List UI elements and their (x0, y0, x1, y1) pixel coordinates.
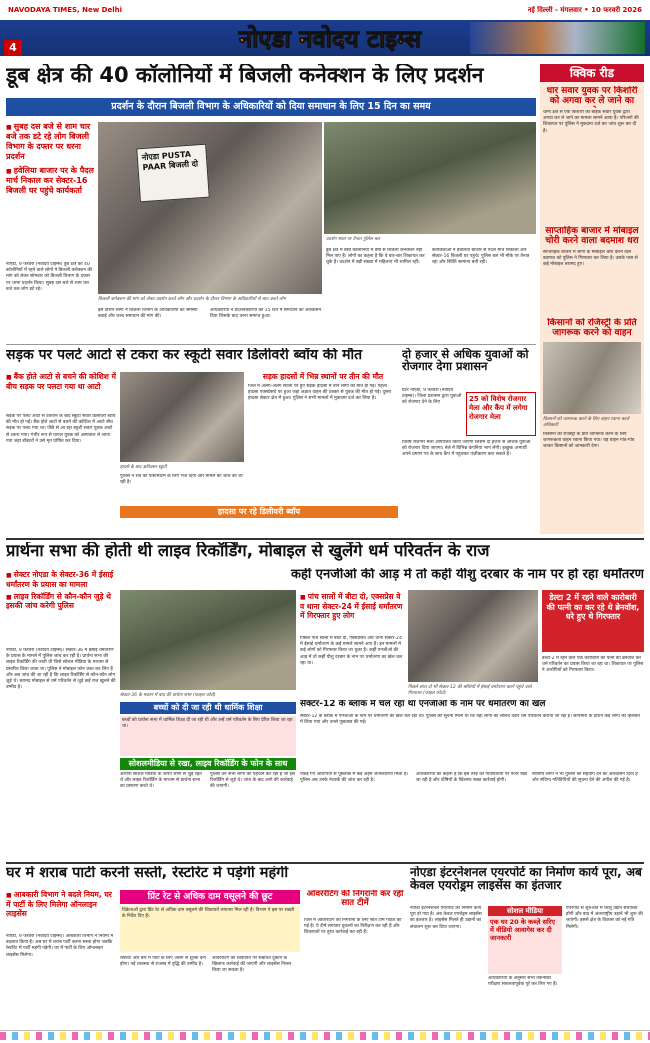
quickread-body: साप्ताहिक बाजार में लोगों के मोबाइल चोरी करने वाले बदमाश को पुलिस ने गिरफ्तार कर लिया है। उसके पास से कई मोबाइल बरामद हुए। (543, 250, 638, 268)
story5-subhead: ओवररेटिंग की निगरानी कर रही सात टीमें (306, 890, 404, 908)
lead-photo-caption: बिजली कनेक्शन की मांग को लेकर प्रदर्शन करते लोग और प्रदर्शन के दौरान विभाग के अधिकारियों से बात करते लोग (98, 297, 286, 302)
story4-bullet: ■ सेक्टर नोएडा के सेक्टर-36 में ईसाई धर्मांतरण के प्रयास का मामला (6, 570, 116, 589)
story4-body-col1: नोएडा, 9 फरवरी (नवोदय टाइम्स)। सेक्टर-36 में ईसाई धर्मांतरण के प्रयास के मामले में पुलिस जांच कर रही है। प्रार्थना सभा की लाइव रिकॉर्डिंग की जाती थी जिसे सोशल मीडिया के माध्यम से प्रसारित किया जाता था। पुलिस ने मोबाइल फोन जब्त कर लिए हैं और अब जांच की जा रही है कि लाइव रिकॉर्डिंग से कौन-कौन लोग जुड़े थे। बरामद मोबाइल से धर्म परिवर्तन से जुड़े कई राज खुलने की उम्मीद है। (6, 648, 116, 691)
divider (6, 862, 644, 864)
story2-body-col2: पुलिस ने शव को पोस्टमार्टम के लिए भेज दिया और मामले की जांच की जा रही है। (120, 474, 243, 486)
story4-bullet: ■ लाइव रिकॉर्डिंग से कौन-कौन जुड़े थे इसकी जांच करेगी पुलिस (6, 592, 116, 611)
lead-body-col3: अधिकारियों ने प्रदर्शनकारियों को 15 दिन में समाधान का आश्वासन दिया जिसके बाद धरना समाप्त हुआ। (210, 308, 322, 320)
story5-box-body: विक्रेताओं द्वारा प्रिंट रेट से अधिक दाम वसूलने की शिकायतें लगातार मिल रही हैं। विभाग ने इस पर सख्ती के निर्देश दिए हैं। (120, 906, 300, 952)
story5-bar: प्रिंट रेट से अधिक दाम वसूलने की छूट (120, 890, 300, 904)
story2-bullet: ■ बैंक होते आटो से बचने की कोशिश में बीच सड़क पर पलटा गया था आटो (6, 372, 116, 412)
lead-bullet: ■ हवेलिया बाजार पर के पैदल मार्च निकाल कर सेक्टर-16 बिजली घर पहुंचे कार्यकर्ता (6, 166, 94, 196)
story5-body-col2: रेस्टोरेंट और बार में पार्टी के लिए अलग से शुल्क देना होगा। नई व्यवस्था से राजस्व में वृद्धि की उम्मीद है। (120, 956, 206, 968)
lead-bullet: ■ सुबह दस बजे से शाम चार बजे तक डटे रहे लोग बिजली विभाग के दफ्तर पर धरना प्रदर्शन (6, 122, 94, 162)
story4-right-box-text: डेल्टा 2 में रहने वाले कारोबारी की पत्नी का कर रहे थे ब्रेनवॉश, धरे हुए थे गिरफ्तार (546, 593, 640, 622)
story5-bullet: ■ आबकारी विभाग ने बदले नियम, घर में पार्टी के लिए मिलेगा ऑनलाइन लाइसेंस (6, 890, 116, 932)
lead-body-col2: इस दौरान लोगों ने बिजली विभाग के अधिकारियों को समस्या बताई और जल्द समाधान की मांग की। (98, 308, 198, 320)
quickread-headline: साप्ताहिक बाजार में मोबाइल चोरी करने वाला बदमाश धरा (545, 226, 639, 247)
story3-body2: विशेष रोजगार मेला आयोजित किया जाएगा जिसमें दो हजार से अधिक युवाओं को रोजगार दिया जाएगा। मेले में विभिन्न कंपनियां भाग लेंगी। इच्छुक अभ्यर्थी अपने प्रमाण पत्र के साथ कैंप में पहुंचकर पंजीकरण करा सकते हैं। (402, 440, 531, 458)
story4-subheadline: कहीं एनजीओ की आड़ में तो कहीं यीशु दरबार के नाम पर हो रहा धर्मांतरण (291, 568, 644, 582)
story4-lower-col3: स्थानीय लोगों ने भी पुलिस को सहयोग देने का आश्वासन दिया है और संदिग्ध गतिविधियों की सूचना देने की अपील की गई है। (532, 772, 638, 784)
story4-blue-bar: बच्चों को दी जा रही थी धार्मिक शिक्षा (120, 702, 296, 714)
story2-yellow-bar: हादसा पर रहे डिलीवरी ब्वॉय (120, 506, 398, 518)
story4-photo (120, 590, 296, 690)
divider (6, 344, 536, 345)
quickread-headline: किसानों को रजिस्ट्री के प्रति जागरूक करने को वाहन (547, 318, 637, 339)
story4-headline: प्रार्थना सभा की होती थी लाइव रिकॉर्डिंग, मोबाइल से खुलेंगे धर्म परिवर्तन के राज (6, 542, 490, 560)
page-number: 4 (4, 40, 22, 56)
story4-right-body: डेल्टा-2 में रहने वाले एक कारोबारी की पत्नी का ब्रेनवॉश कर धर्म परिवर्तन का प्रयास किया जा रहा था। शिकायत पर पुलिस ने आरोपियों को गिरफ्तार किया। (542, 656, 644, 674)
story6-box-text: एक घर 20 के कब्ज़े सरिए में वीडियो आवागेस कर दी जानकारी (490, 918, 555, 943)
divider (6, 538, 644, 540)
lead-bullets (6, 122, 94, 272)
lead-headline: डूब क्षेत्र की 40 कॉलोनियों में बिजली कनेक्शन के लिए प्रदर्शन (6, 64, 484, 87)
quickread-body: थाना क्षेत्र से एक किशोरी को बाइक सवार युवक द्वारा अगवा कर ले जाने का मामला सामने आया है। परिजनों की शिकायत पर पुलिस ने मुकदमा दर्ज कर जांच शुरू कर दी है। (543, 110, 639, 134)
story5-body-col4: जिले में ओवररेटिंग की निगरानी के लिए सात टीमें गठित की गई हैं। ये टीमें लगातार दुकानों का निरीक्षण कर रही हैं और शिकायतों पर तुरंत कार्रवाई कर रही हैं। (304, 918, 402, 936)
story4-right-box (542, 590, 644, 652)
story6-headline: नोएडा इंटरनेशनल एयरपोर्ट का निर्माण कार्य पूरा, अब केवल एयरोड्रम लाइसेंस का इंतजार (410, 866, 642, 892)
quickread-body: किसानों को रजिस्ट्री के प्रति जागरूक करने के लिए जागरूकता वाहन रवाना किया गया। यह वाहन गांव-गांव जाकर किसानों को जानकारी देगा। (543, 432, 635, 450)
story6-body-col2: अधिकारियों के अनुसार सभी तकनीकी परीक्षण सफलतापूर्वक पूरे कर लिए गए हैं। (488, 976, 558, 988)
quickread-photo-caption: किसानों को जागरूक करने के लिए वाहन रवाना करते अधिकारी (543, 417, 630, 428)
story4-lower-col2: अधिकारियों का कहना है कि इस तरह की गतिविधियों पर नजर रखी जा रही है और दोषियों के खिलाफ सख्त कार्रवाई होगी। (416, 772, 527, 784)
story2-sidebar-body: जिले में अलग-अलग स्थानों पर हुए सड़क हादसों में तीन लोगों की मौत हो गई। पहला हादसा एक्सप्रेसवे पर हुआ जहां अज्ञात वाहन की टक्कर से युवक की मौत हो गई। दूसरा हादसा सेक्टर क्षेत्र में हुआ। पुलिस ने सभी मामलों में मुकदमा दर्ज कर लिया है। (248, 384, 392, 402)
story5-body-col3: ओवररेटिंग की शिकायत पर संबंधित दुकान के खिलाफ कार्रवाई की जाएगी और लाइसेंस निरस्त किया जा सकता है। (212, 956, 292, 974)
story6-box-head: सोशल मीडिया (488, 906, 562, 916)
story4-bullets-left (6, 570, 116, 644)
story4-body-col2: आरोपी सोशल मीडिया के जरिए लोगों से जुड़े रहते थे और लाइव रिकॉर्डिंग के माध्यम से प्रार्थना सभा का प्रसारण करते थे। (120, 772, 202, 790)
story4-lower-body: सेक्टर-12 के ब्लॉक में एनजीओ के नाम पर धर्मांतरण का खेल चल रहा था। पुलिस को सूचना मिली थी कि यहां लोगों को लालच देकर धर्म परिवर्तन कराया जा रहा है। छापेमारी के दौरान कई लोगों को हिरासत में लिया गया और उनसे पूछताछ की गई। (300, 714, 640, 726)
masthead-illustration (470, 22, 645, 54)
story3-highlight: 25 को विशेष रोजगार मेला और कैंप में लगेगा रोजगार मेला (469, 395, 528, 421)
story2-sidebar-head: सड़क हादसों में भिन्न स्थानों पर तीन की मौत (262, 372, 384, 381)
story6-box (488, 906, 562, 974)
lead-body-col4: डूब क्षेत्र में बसी कॉलोनियों में वर्षों से बिजली कनेक्शन नहीं मिल पाए हैं। लोगों का कहना है कि वे बार-बार शिकायत कर चुके हैं। प्रदर्शन में बड़ी संख्या में महिलाएं भी शामिल रहीं। (326, 248, 425, 266)
lead-body-col1: नोएडा, 9 फरवरी (नवोदय टाइम्स) डूब क्षेत्र की 40 कॉलोनियों में रहने वाले लोगों ने बिजली कनेक्शन की मांग को लेकर सोमवार को बिजली विभाग के दफ्तर पर धरना प्रदर्शन किया। सुबह दस बजे से शाम चार बजे तक लोग डटे रहे। (6, 262, 93, 292)
story4-body-col4: पिछले पांच सालों में बीटा दो, एक्सप्रेसवे और थाना सेक्टर-24 में ईसाई धर्मांतरण के कई मामले सामने आए हैं। इन मामलों में कई लोगों को गिरफ्तार किया जा चुका है। कहीं एनजीओ की आड़ में तो कहीं यीशु दरबार के नाम पर धर्मांतरण का खेल चल रहा था। (300, 636, 403, 666)
quickread-photo (543, 342, 641, 414)
lead-photo-police (324, 122, 536, 234)
quickread-headline: धार सवार युवक पर किशोरी को अगवा कर ले जाने का (546, 86, 638, 107)
story4-box-body: बच्चों को प्रार्थना सभा में धार्मिक शिक्षा दी जा रही थी और उन्हें धर्म परिवर्तन के लिए प्रेरित किया जा रहा था। (120, 716, 296, 756)
story3-body: ग्रेटर नोएडा, 9 फरवरी (नवोदय टाइम्स)। जिला प्रशासन द्वारा युवाओं को रोजगार देने के लिए (402, 388, 462, 406)
story4-lower-headline: सेक्टर-12 के ब्लॉक में चल रहा था एनजीओ के नाम पर धर्मांतरण का खेल (300, 700, 546, 709)
story4-body-col3: पुलिस उन सभी लोगों की पहचान कर रही है जो इस रिकॉर्डिंग से जुड़े थे। जांच के बाद आगे की कार्रवाई की जाएगी। (210, 772, 296, 790)
story3-headline: दो हजार से अधिक युवाओं को रोजगार देगा प्रशासन (402, 348, 529, 374)
story4-green-bar: सोशलमीडिया से रखा, लाइव रिकॉर्डिंग के फोन के साथ (120, 758, 296, 770)
story4-bullet-mid: ■ पांच सालों में बीटा दो, एक्सप्रेस वे व थाना सेक्टर-24 में ईसाई धर्मांतरण में गिरफ्तार हुए लोग (300, 592, 404, 632)
story6-body-col3: एयरपोर्ट से शुरुआत में घरेलू उड़ानें संचालित होंगी और बाद में अंतरराष्ट्रीय उड़ानें भी शुरू की जाएंगी। इससे क्षेत्र के विकास को नई गति मिलेगी। (566, 906, 643, 930)
story4-photo2-caption: पिछले साल दो भी सेक्टर-12 की बस्तियों में ईसाई धर्मांतरण करने पहुंचे वाले गिरफ्तार (फाइल फोटो) (408, 685, 532, 696)
lead-body-col5: कार्यकर्ताओं ने हवेलिया बाजार से पैदल मार्च निकाला और सेक्टर-16 बिजली घर पहुंचे। पुलिस बल भी मौके पर तैनात रहा और स्थिति सामान्य बनी रही। (432, 248, 530, 266)
lead-byline: नोएडा, 9 फरवरी (नवोदय टाइम्स) (6, 262, 63, 267)
story2-body-col1: सड़क पर पलटे आटो से टकराने के बाद स्कूटी सवार डिलीवरी ब्वॉय की मौत हो गई। बैंक होते आटो से बचने की कोशिश में आटो बीच सड़क पर पलट गया था। पीछे से आ रहा स्कूटी सवार युवक आटो से टकरा गया। गंभीर रूप से घायल युवक को अस्पताल ले जाया गया जहां डॉक्टरों ने उसे मृत घोषित कर दिया। (6, 414, 116, 444)
masthead-title: नोएडा नवोदय टाइम्स (238, 24, 422, 53)
story4-photo-caption: सेक्टर-36 के मकान में बाद की प्रार्थना सभा (फाइल फोटो) (120, 693, 216, 698)
story2-photo (120, 372, 244, 462)
registration-dots (0, 1032, 650, 1040)
story2-photo-caption: हादसे के बाद क्षतिग्रस्त स्कूटी (120, 465, 167, 470)
protest-placard: नोएडा PUSTA PAAR बिजली दो (136, 144, 210, 203)
story5-body-col1: नोएडा, 9 फरवरी (नवोदय टाइम्स)। आबकारी विभाग ने नियमों में बदलाव किया है। अब घर में शराब पार्टी करना सस्ता होगा जबकि रेस्टोरेंट में पार्टी महंगी पड़ेगी। घर में पार्टी के लिए ऑनलाइन लाइसेंस मिलेगा। (6, 934, 114, 958)
story5-headline: घर में शराब पार्टी करनी सस्ती, रेस्टोरेंट में पड़ेगी महंगी (6, 866, 289, 881)
story2-headline: सड़क पर पलटे आटो से टकरा कर स्कूटी सवार डिलीवरी ब्वॉय की मौत (6, 348, 363, 363)
lead-strap: प्रदर्शन के दौरान बिजली विभाग के अधिकारियों को दिया समाधान के लिए 15 दिन का समय (6, 98, 536, 116)
publication-name: NAVODAYA TIMES, New Delhi (8, 6, 122, 14)
lead-photo-protest (98, 122, 322, 294)
story6-body-col1: नोएडा इंटरनेशनल एयरपोर्ट का निर्माण कार्य पूरा हो गया है। अब केवल एयरोड्रम लाइसेंस का इंतजार है। लाइसेंस मिलते ही उड़ानों का संचालन शुरू कर दिया जाएगा। (410, 906, 482, 930)
issue-date: नई दिल्ली - मंगलवार • 10 फरवरी 2026 (527, 6, 642, 14)
quickread-header: क्विक रीड (540, 64, 644, 82)
story4-lower-col1: पकड़े गए आरोपियों से पूछताछ में कई अहम जानकारियां मिली हैं। पुलिस अब उनके नेटवर्क की जांच कर रही है। (300, 772, 409, 784)
story4-photo2 (408, 590, 538, 682)
lead-photo2-caption: प्रदर्शन स्थल पर तैनात पुलिस बल (326, 237, 380, 242)
story3-highlight-box (466, 392, 536, 436)
